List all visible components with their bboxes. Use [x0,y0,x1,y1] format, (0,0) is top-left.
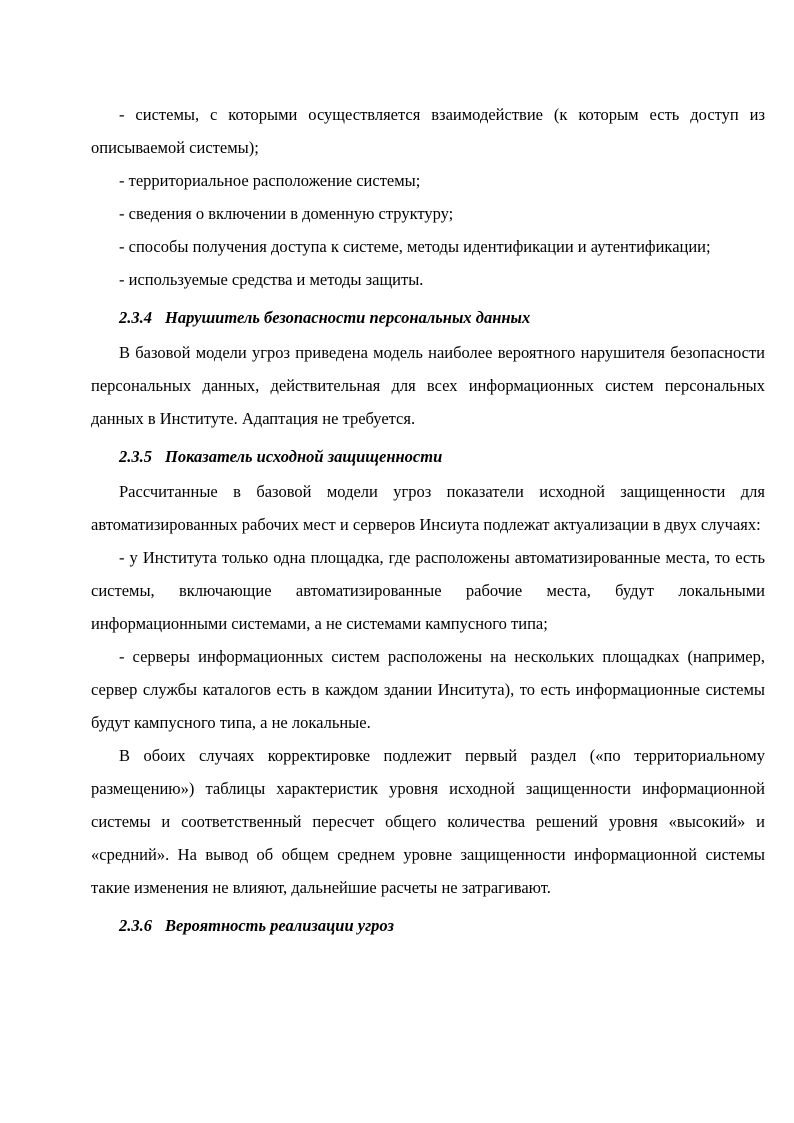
list-item: - системы, с которыми осуществляется взаимодействие (к которым есть доступ из описываемой системы); [91,105,765,157]
list-item: - территориальное расположение системы; [119,171,421,190]
paragraph: В обоих случаях корректировке подлежит первый раздел («по территориальному размещению») таблицы характеристик уровня исходной защищенности информационной системы и соответственный пересчет общего количества решений уровня «высокий» и «средний». На вывод об общем среднем уровне защищенности информационной системы такие изменения не влияют, дальнейшие расчеты не затрагивают. [91,746,765,897]
section-number: 2.3.5 [119,447,152,466]
paragraph: - серверы информационных систем расположены на нескольких площадках (например, сервер службы каталогов есть в каждом здании Инситута), то есть информационные системы будут кампусного типа, а не локальные. [91,647,765,732]
page-content [91,98,765,944]
list-item: - сведения о включении в доменную структуру; [119,204,454,223]
section-heading-2-3-5 [91,440,765,473]
paragraph: - у Института только одна площадка, где расположены автоматизированные места, то есть системы, включающие автоматизированные рабочие места, будут локальными информационными системами, а не системами кампусного типа; [91,548,765,633]
section-title: Показатель исходной защищенности [165,447,443,466]
section-number: 2.3.4 [119,308,152,327]
list-item: - используемые средства и методы защиты. [119,270,424,289]
section-heading-2-3-4 [91,301,765,334]
paragraph: Рассчитанные в базовой модели угроз показатели исходной защищенности для автоматизированных рабочих мест и серверов Инсиута подлежат актуализации в двух случаях: [91,482,765,534]
section-title: Нарушитель безопасности персональных данных [165,308,531,327]
section-number: 2.3.6 [119,916,152,935]
paragraph: В базовой модели угроз приведена модель наиболее вероятного нарушителя безопасности персональных данных, действительная для всех информационных систем персональных данных в Институте. Адаптация не требуется. [91,343,765,428]
list-item: - способы получения доступа к системе, методы идентификации и аутентификации; [119,237,711,256]
section-heading-2-3-6 [91,909,765,942]
section-title: Вероятность реализации угроз [165,916,394,935]
